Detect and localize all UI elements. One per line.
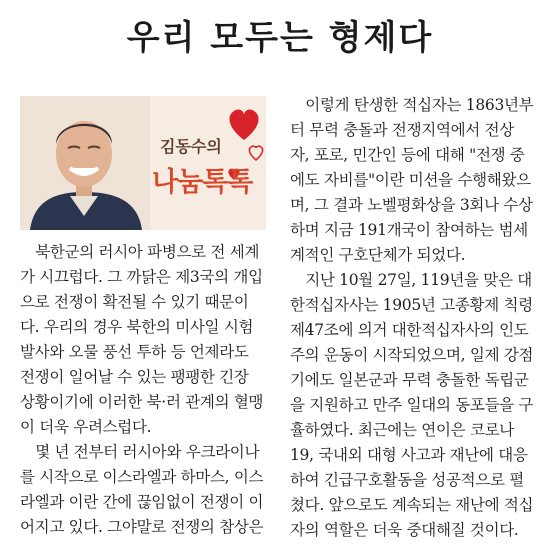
author-name: 김동수의 [160,137,222,156]
column-banner [20,96,266,230]
text-line: 하며 지금 191개국이 참여하는 범세 [290,221,528,239]
text-line: 어지고 있다. 그야말로 전쟁의 참상은 [20,518,264,536]
text-line: 전쟁이 일어날 수 있는 팽팽한 긴장 [20,368,249,386]
text-line: 터 무력 충돌과 전쟁지역에서 전상 [290,121,514,139]
text-line: 지난 10월 27일, 119년을 맞은 대 [290,271,532,289]
text-line: 을 지원하고 만주 일대의 동포들을 구 [290,396,534,414]
text-line: 며, 그 결과 노벨평화상을 3회나 수상 [290,196,533,214]
text-line: 으로 전쟁이 확전될 수 있기 때문이 [20,293,249,311]
text-line: 라엘과 이란 간에 끊임없이 전쟁이 이 [20,493,264,511]
text-line: 한적십자사는 1905년 고종황제 칙령 [290,296,533,314]
text-line: 제47조에 의거 대한적십자사의 인도 [290,321,529,339]
column-name: 나눔톡톡 [152,167,253,198]
text-line: 이렇게 탄생한 적십자는 1863년부 [290,96,534,114]
text-line: 쳤다. 앞으로도 계속되는 재난에 적십 [290,496,534,514]
author-photo [20,96,150,230]
text-line: 상황이기에 이러한 북·러 관계의 혈맹 [20,393,264,411]
text-line: 자, 포로, 민간인 등에 대해 "전쟁 중 [290,146,525,164]
text-line: 휼하였다. 최근에는 연이은 코로나 [290,421,514,439]
text-line: 자의 역할은 더욱 중대해질 것이다. [290,521,519,539]
text-line: 하여 긴급구호활동을 성공적으로 펼 [290,471,524,489]
text-line: 가 시끄럽다. 그 까닭은 제3국의 개입 [20,268,263,286]
text-line: 19, 국내외 대형 사고과 재난에 대응 [290,446,528,464]
text-line: 를 시작으로 이스라엘과 하마스, 이스 [20,468,264,486]
text-line: 이 더욱 우려스럽다. [20,418,152,436]
text-line: 북한군의 러시아 파병으로 전 세계 [20,243,260,261]
text-line: 기에도 일본군과 무력 충돌한 독립군 [290,371,529,389]
text-line: 주의 운동이 시작되었으며, 일제 강점 [290,346,534,364]
text-line: 몇 년 전부터 러시아와 우크라이나 [20,443,260,461]
text-line: 계적인 구호단체가 되었다. [290,246,466,264]
text-line: 에도 자비를"이란 미션을 수행해왔으 [290,171,531,189]
text-line: 발사와 오물 풍선 투하 등 언제라도 [20,343,249,361]
article-column-right [290,93,542,543]
headline: 우리 모두는 형제다 [126,18,434,58]
text-line: 다. 우리의 경우 북한의 미사일 시험 [20,318,254,336]
article-column-left [20,240,272,540]
